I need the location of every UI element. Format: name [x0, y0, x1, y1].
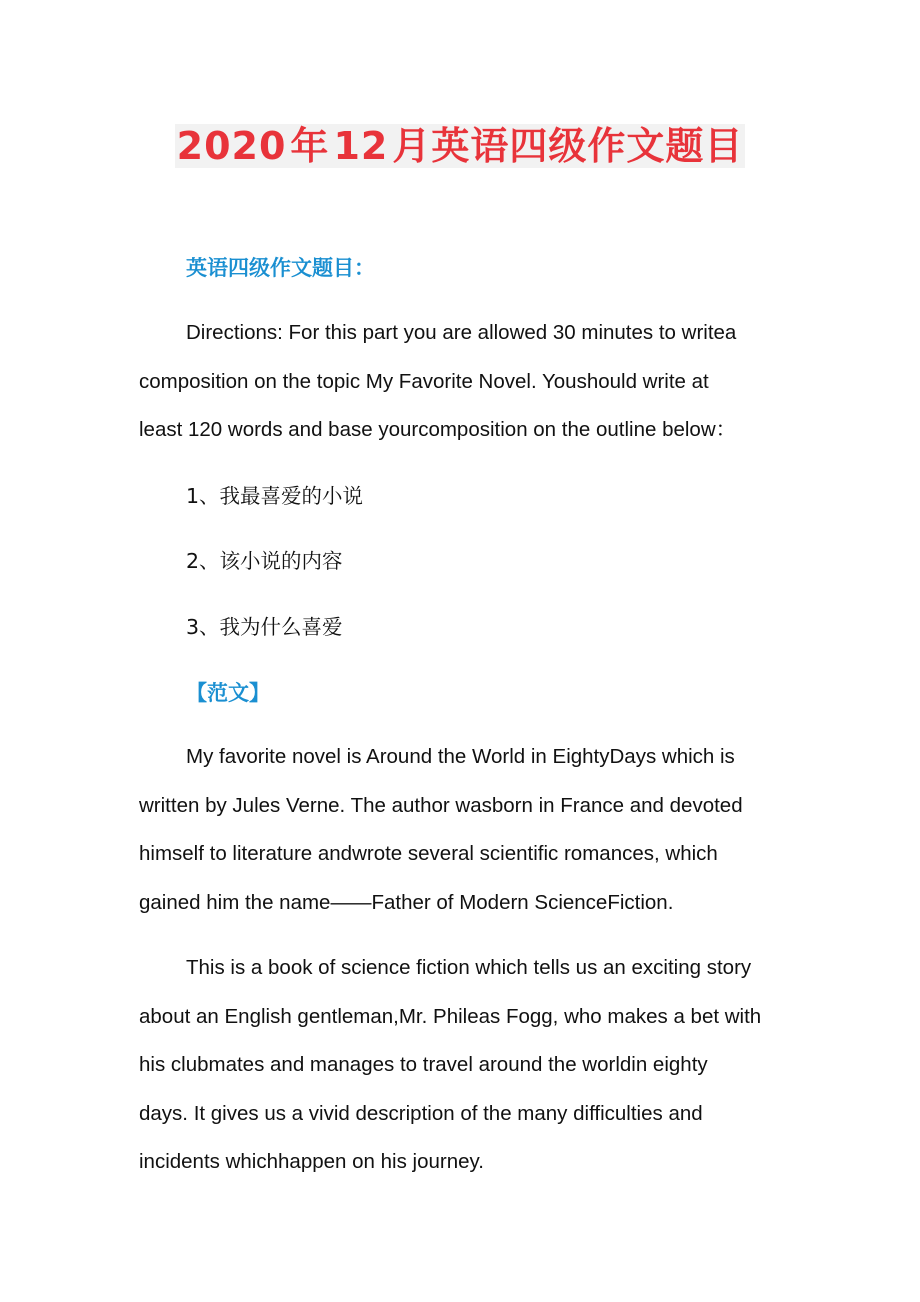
directions-paragraph: [139, 309, 799, 455]
essay-line: his clubmates and manages to travel around the worldin eighty: [139, 1053, 708, 1076]
page-title: [0, 118, 920, 174]
directions-line: Directions: For this part you are allowed 30 minutes to writea: [186, 321, 737, 344]
title-part-month-num: 12: [333, 124, 389, 168]
essay-paragraph-1: [139, 733, 799, 927]
outline-item-3: 3、我为什么喜爱: [186, 615, 343, 639]
essay-line: days. It gives us a vivid description of the many difficulties and: [139, 1101, 703, 1125]
example-heading: 【范文】: [186, 681, 270, 705]
essay-line: about an English gentleman,Mr. Phileas Fogg, who makes a bet with: [139, 1004, 762, 1028]
essay-line: My favorite novel is Around the World in EightyDays which is: [186, 745, 735, 768]
title-part-year: 2020: [176, 124, 287, 168]
section-subheading: 英语四级作文题目：: [186, 256, 375, 280]
essay-line: incidents whichhappen on his journey.: [139, 1150, 484, 1173]
essay-line: written by Jules Verne. The author wasborn in France and devoted: [139, 793, 743, 817]
directions-line: least 120 words and base yourcomposition on the outline below：: [139, 418, 737, 441]
essay-line: himself to literature andwrote several scientific romances, which: [139, 842, 718, 865]
outline-item-2: 2、该小说的内容: [186, 549, 343, 573]
title-part-rest: 月英语四级作文题目: [392, 124, 744, 168]
directions-line: composition on the topic My Favorite Novel. Youshould write at: [139, 369, 709, 393]
outline-item-1: 1、我最喜爱的小说: [186, 484, 364, 508]
title-part-nian: 年: [290, 124, 330, 168]
essay-line: gained him the name——Father of Modern ScienceFiction.: [139, 890, 674, 914]
essay-line: This is a book of science fiction which tells us an exciting story: [186, 956, 752, 979]
essay-paragraph-2: [139, 944, 799, 1187]
